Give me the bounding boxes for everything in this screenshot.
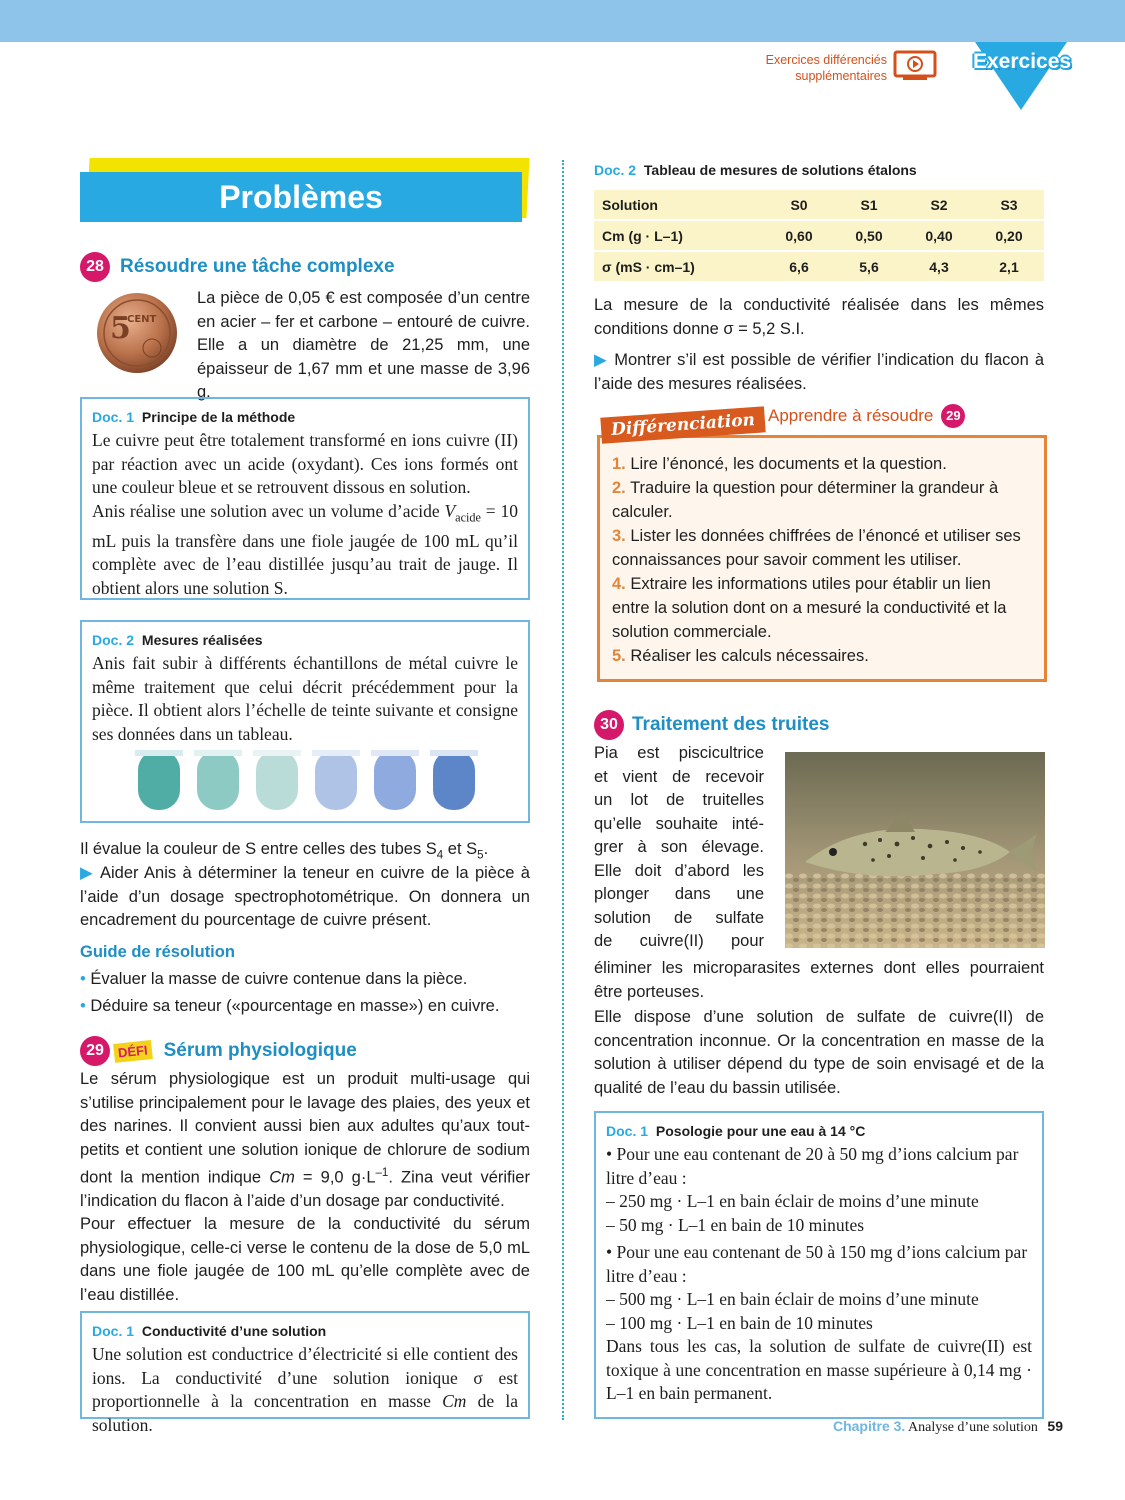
bullet-icon: • — [80, 997, 86, 1015]
guide-item-text: Évaluer la masse de cuivre contenue dans la pièce. — [90, 970, 468, 988]
question-text: Montrer s’il est possible de vérifier l’indication du flacon à l’aide des mesures réalisées. — [594, 351, 1044, 393]
svg-text:5: 5 — [110, 311, 131, 346]
differenciation-box — [597, 435, 1047, 682]
section-banner — [80, 158, 530, 224]
tube — [312, 750, 360, 810]
text: . Zina veut vérifier l’indication du flacon à l’aide d’un dosage par conductivité. — [80, 1168, 530, 1210]
text-line: un lot de truitelles — [594, 791, 764, 809]
exercise-29-question — [594, 349, 1044, 396]
diff-step — [612, 476, 1032, 524]
diff-step — [612, 572, 1032, 644]
text-line: de cuivre(II) pour — [594, 932, 764, 950]
learn-to-solve-link[interactable] — [768, 404, 965, 428]
text: de la solution. — [92, 1391, 518, 1435]
coin-icon — [82, 292, 192, 374]
doc-header — [92, 630, 518, 650]
exercise-30-paragraph: Elle dispose d’une solution de sulfate de cuivre(II) de concentration inconnue. Or la concentration en masse de la solution à utiliser dépend du type de soin envisagé et de la qualité de l’eau du bassin utilisée. — [594, 1008, 1044, 1097]
exercise-number-badge: 28 — [80, 252, 110, 282]
doc-title: Conductivité d’une solution — [141, 1323, 327, 1339]
doc-header — [92, 1321, 518, 1341]
column-divider — [562, 160, 564, 1420]
svg-text:CENT: CENT — [127, 314, 157, 325]
table-cell: 2,1 — [974, 252, 1044, 281]
doc-bullet: • Pour une eau contenant de 50 à 150 mg d’ions calcium par litre d’eau : — [606, 1242, 1028, 1286]
table-cell: S2 — [904, 190, 974, 219]
doc-paragraph — [92, 500, 518, 601]
table-cell: 0,20 — [974, 221, 1044, 250]
exercise-28-question — [80, 862, 530, 933]
defi-badge: DÉFI — [113, 1040, 152, 1063]
diff-step — [612, 644, 1032, 668]
link-number-badge: 29 — [941, 404, 965, 428]
exercise-number-badge: 30 — [594, 710, 624, 740]
chapter-title: Analyse d’une solution — [908, 1420, 1038, 1435]
exercise-30-intro-end: éliminer les microparasites externes dont elles pourraient être porteuses. — [594, 959, 1044, 1001]
volume-subscript: acide — [455, 510, 481, 524]
doc-line: – 100 mg · L–1 en bain de 10 minutes — [606, 1312, 873, 1333]
exercise-28-doc1 — [80, 397, 530, 600]
diff-step — [612, 452, 1032, 476]
extra-exercises-line1: Exercices différenciés — [765, 53, 887, 67]
step-number: 2. — [612, 479, 626, 497]
doc-header — [606, 1121, 1032, 1141]
doc-paragraph: Dans tous les cas, la solution de sulfate de cuivre(II) est toxique à une concentration en masse supérieure à 0,14 mg · L–1 en bain permanent. — [606, 1336, 1032, 1403]
link-text: Apprendre à résoudre — [768, 406, 934, 425]
step-text: Lire l’énoncé, les documents et la question. — [630, 455, 947, 473]
row-header: Cm (g · L–1) — [594, 221, 764, 250]
doc-line: – 50 mg · L–1 en bain de 10 minutes — [606, 1214, 865, 1235]
top-bar — [0, 0, 1125, 42]
exercise-29-doc1 — [80, 1311, 530, 1435]
guide-item — [80, 968, 530, 992]
tube — [430, 750, 478, 810]
table-cell: 6,6 — [764, 252, 834, 281]
doc-title: Tableau de mesures de solutions étalons — [643, 162, 917, 178]
doc-bullet: • Pour une eau contenant de 20 à 50 mg d’ions calcium par litre d’eau : — [606, 1144, 1019, 1188]
exercise-30-title — [594, 710, 829, 740]
chapter-label: Chapitre 3. — [832, 1418, 906, 1434]
doc-title: Mesures réalisées — [141, 632, 263, 648]
step-text: Traduire la question pour déterminer la grandeur à calculer. — [612, 479, 999, 521]
subscript: 4 — [436, 849, 444, 862]
doc-paragraph — [92, 1343, 518, 1437]
text: . — [483, 840, 489, 858]
exercise-29-paragraph — [80, 1068, 530, 1214]
table-cell: 4,3 — [904, 252, 974, 281]
extra-exercises-line2: supplémentaires — [795, 69, 887, 83]
step-number: 4. — [612, 575, 626, 593]
step-text: Lister les données chiffrées de l’énoncé et utiliser ses connaissances pour savoir comment les utiliser. — [612, 527, 1021, 569]
cm-symbol: Cm — [442, 1391, 467, 1411]
exercise-30-intro — [594, 742, 764, 954]
table-cell: 0,60 — [764, 221, 834, 250]
exercise-30-doc1 — [594, 1111, 1044, 1419]
doc-number: Doc. 2 — [92, 632, 135, 648]
subscript: 5 — [477, 849, 484, 862]
text: Une solution est conductrice d’électricité si elle contient des ions. La conductivité d’une solution ionique σ est proportionnelle à la concentration en masse — [92, 1344, 518, 1411]
table-cell: S3 — [974, 190, 1044, 219]
exercise-29-paragraph: Pour effectuer la mesure de la conductivité du sérum physiologique, celle-ci verse le contenu de la dose de 5,0 mL dans une fiole jaugée de 100 mL qu’elle complète avec de l’eau distillée. — [80, 1215, 530, 1304]
volume-symbol: V — [444, 500, 456, 521]
bullet-icon: • — [80, 970, 86, 988]
table-cell: S1 — [834, 190, 904, 219]
step-number: 5. — [612, 647, 626, 665]
arrow-icon: ▶ — [80, 864, 95, 882]
question-text: Aider Anis à déterminer la teneur en cuivre de la pièce à l’aide d’un dosage spectrophotométrique. On donnera un encadrement du pourcentage de cuivre présent. — [80, 864, 530, 929]
guide-item — [80, 995, 530, 1019]
diff-step — [612, 524, 1032, 572]
exercise-title-text: Traitement des truites — [632, 714, 830, 735]
text: = 9,0 g·L — [294, 1168, 376, 1187]
doc-line: – 250 mg · L–1 en bain éclair de moins d’une minute — [606, 1191, 979, 1211]
step-text: Réaliser les calculs nécessaires. — [630, 647, 869, 665]
exercise-28-intro: La pièce de 0,05 € est composée d’un centre en acier – fer et carbone – entouré de cuivre. Elle a un diamètre de 21,25 mm, une épaisseur de 1,67 mm et une masse de 3,96 g. — [197, 289, 530, 401]
exercise-title-text: Résoudre une tâche complexe — [120, 256, 395, 277]
guide-item-text: Déduire sa teneur («pourcentage en masse») en cuivre. — [90, 997, 500, 1015]
extra-exercises-link[interactable] — [766, 52, 887, 84]
doc-header — [92, 407, 518, 427]
video-screen-icon[interactable] — [893, 50, 937, 82]
doc-number: Doc. 2 — [594, 162, 637, 178]
row-header: Solution — [594, 190, 764, 219]
page-number: 59 — [1047, 1418, 1063, 1434]
guide-title: Guide de résolution — [80, 943, 235, 961]
text-line: Elle doit d’abord les — [594, 861, 764, 880]
cm-symbol: Cm — [269, 1168, 295, 1187]
step-number: 1. — [612, 455, 626, 473]
superscript: –1 — [375, 1167, 389, 1179]
doc-text: Anis réalise une solution avec un volume d’acide — [92, 500, 445, 521]
table-cell: 0,40 — [904, 221, 974, 250]
exercise-title-text: Sérum physiologique — [163, 1040, 357, 1061]
tube — [194, 750, 242, 810]
section-title: Problèmes — [80, 172, 522, 222]
table-cell: 5,6 — [834, 252, 904, 281]
text-line: Pia est piscicultrice — [594, 744, 764, 762]
table-row — [594, 190, 1044, 219]
doc-title: Posologie pour une eau à 14 °C — [655, 1123, 866, 1139]
doc-number: Doc. 1 — [92, 1323, 135, 1339]
text-line: solution de sulfate — [594, 908, 764, 927]
tube — [371, 750, 419, 810]
text-line: grer à son élevage. — [594, 838, 764, 856]
table-row — [594, 252, 1044, 281]
arrow-icon: ▶ — [594, 351, 609, 369]
tube — [135, 750, 183, 810]
table-cell: 0,50 — [834, 221, 904, 250]
measure-text: La mesure de la conductivité réalisée dans les mêmes conditions donne σ = 5,2 S.I. — [594, 296, 1044, 338]
color-scale-tubes — [130, 750, 490, 816]
doc-number: Doc. 1 — [92, 409, 135, 425]
text: et S — [443, 840, 478, 858]
text-line: qu’elle souhaite inté- — [594, 814, 764, 833]
text-line: et vient de recevoir — [594, 767, 764, 786]
table-row — [594, 221, 1044, 250]
doc-paragraph: Anis fait subir à différents échantillons de métal cuivre le même traitement que celui décrit précédemment pour la pièce. Il obtient alors l’échelle de teinte suivante et consigne ses données dans un tableau. — [92, 653, 518, 744]
doc-text: = 10 mL puis la transfère dans une fiole jaugée de 100 mL qu’il complète avec de l’eau distillée jusqu’au trait de jauge. Il obtient alors une solution S. — [92, 500, 518, 598]
doc-title: Principe de la méthode — [141, 409, 296, 425]
standards-table — [594, 188, 1044, 283]
doc-number: Doc. 1 — [606, 1123, 649, 1139]
doc-paragraph: Le cuivre peut être totalement transformé en ions cuivre (II) par réaction avec un acide (oxydant). Ces ions formés ont une couleur bleue et se retrouvent dissous en solution. — [92, 430, 518, 497]
text: Le sérum physiologique est un produit multi-usage qui s’utilise principalement pour le lavage des plaies, des yeux et des narines. Il convient aussi bien aux adultes qu’aux tout-petits et contient une solution ionique de chlorure de sodium dont la mention indique — [80, 1070, 530, 1187]
doc-line: – 500 mg · L–1 en bain éclair de moins d’une minute — [606, 1289, 979, 1309]
exercises-tag: Exercices — [973, 50, 1072, 73]
exercise-28-title — [80, 252, 395, 282]
exercise-number-badge: 29 — [80, 1036, 110, 1066]
page-footer — [833, 1418, 1063, 1436]
text-line: plonger dans une — [594, 885, 764, 903]
differenciation-tab: Différenciation — [600, 406, 765, 443]
trout-photo — [785, 752, 1045, 948]
table-cell: S0 — [764, 190, 834, 219]
tube — [253, 750, 301, 810]
text: Il évalue la couleur de S entre celles des tubes S — [80, 840, 437, 858]
row-header: σ (mS · cm–1) — [594, 252, 764, 281]
step-number: 3. — [612, 527, 626, 545]
exercise-29-title — [80, 1036, 357, 1066]
step-text: Extraire les informations utiles pour établir un lien entre la solution dont on a mesuré la conductivité et la solution commerciale. — [612, 575, 1007, 641]
exercise-29-doc2-header — [594, 160, 917, 180]
